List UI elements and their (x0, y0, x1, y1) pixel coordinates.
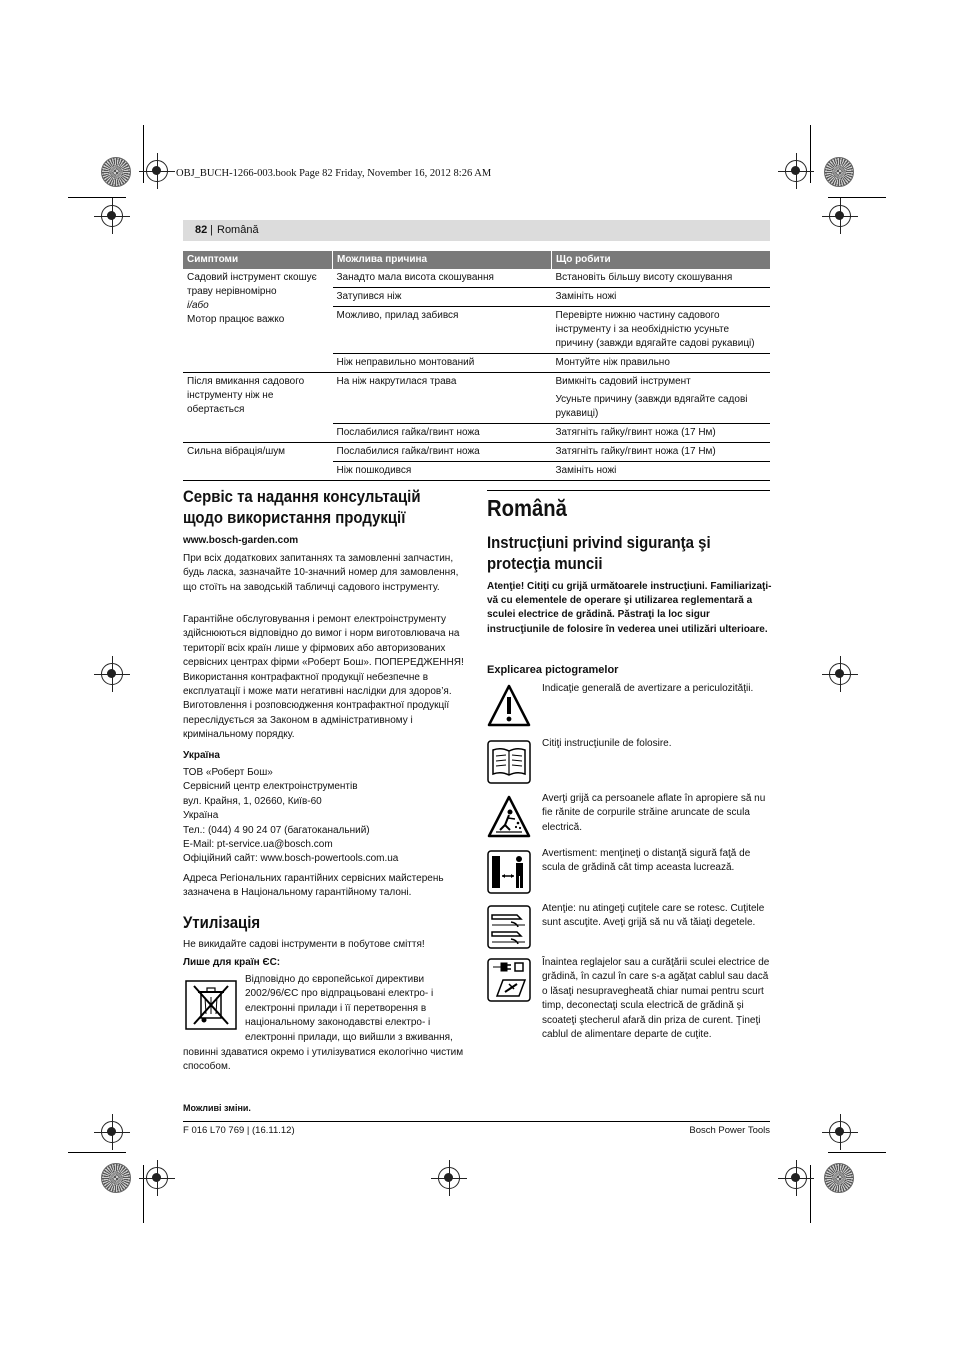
registration-mark-icon (829, 205, 851, 227)
symptom-cell: Після вмикання садового інструменту ніж не обертається (183, 373, 333, 443)
action-cell: Встановіть більшу висоту скошування (552, 269, 771, 288)
pictograms-heading: Explicarea pictogramelor (487, 664, 619, 676)
registration-mark-icon (829, 663, 851, 685)
color-target-icon (824, 157, 854, 187)
header-language: Română (217, 224, 259, 236)
action-cell: Монтуйте ніж правильно (552, 354, 771, 373)
symptom-text: Мотор працює важко (187, 314, 285, 325)
column-header: Можлива причина (333, 251, 552, 269)
registration-mark-icon (101, 205, 123, 227)
changes-note: Можливі зміни. (183, 1103, 251, 1113)
cause-cell: Ніж пошкодився (333, 462, 552, 481)
address-line: вул. Крайня, 1, 02660, Київ-60 (183, 795, 322, 807)
footer-brand: Bosch Power Tools (689, 1125, 770, 1136)
table-header-row (183, 251, 770, 269)
footer-rule (183, 1121, 770, 1122)
warranty-paragraph: Гарантійне обслуговування і ремонт електроінструменту здійснюються відповідно до вимог і норм виготовлювача на території всіх країн лише у фірмових або авторизованих сервісних центрах фірми «Роберт Бош». ПОПЕРЕДЖЕННЯ! Використання контрафактної продукції небезпечне в експлуатації і може мати негативні наслідки для здоров’я. Виготовлення і розповсюдження контрафактної продукції переслідується за Законом в адміністративному і кримінальному порядку. (183, 614, 464, 741)
action-cell: Перевірте нижню частину садового інструменту і за необхідністю усуньте причину (завжди вдягайте садові рукавиці) (552, 307, 771, 354)
eu-text-line: Відповідно до європейської директиви (245, 974, 425, 985)
crop-mark (810, 1165, 811, 1223)
website-link[interactable]: www.bosch-garden.com (183, 535, 299, 546)
website-line[interactable]: Офіційний сайт: www.bosch-powertools.com.ua (183, 853, 399, 865)
crossed-bin-icon (185, 980, 237, 1030)
eu-label: Лише для країн ЄС: (183, 957, 281, 968)
action-text: Усуньте причину (завжди вдягайте садові рукавиці) (555, 394, 748, 419)
pictogram-text: Averţi grijă ca persoanele aflate în apropiere să nu fie rănite de corpurile străine aruncate de scula electrică. (542, 793, 766, 833)
unplug-icon (487, 958, 531, 1002)
rotating-blades-icon (487, 905, 531, 949)
pictogram-text: Atenţie: nu atingeţi cuţitele care se rotesc. Cuţitele sunt ascuţite. Aveţi grijă să nu vă tăiaţi degetele. (542, 903, 765, 929)
pictogram-text: Indicaţie generală de avertizare a periculozităţii. (542, 683, 754, 694)
disposal-paragraph: Не викидайте садові інструменти в побутове сміття! (183, 939, 425, 950)
crop-mark (828, 1152, 886, 1153)
table-row (183, 269, 770, 288)
eu-text-line: національному законодавстві електро- і (245, 1017, 431, 1029)
cause-cell: Послабилися гайка/гвинт ножа (333, 424, 552, 443)
action-text: Вимкніть садовий інструмент (555, 376, 691, 387)
symptom-cell (183, 269, 333, 373)
registration-mark-icon (101, 663, 123, 685)
page-number: 82 (195, 224, 208, 236)
read-manual-icon (487, 740, 531, 784)
symptom-text: Садовий інструмент скошує траву нерівномірно (187, 272, 317, 297)
cause-cell: Затупився ніж (333, 288, 552, 307)
service-heading: Сервіс та надання консультацій щодо використання продукції (183, 487, 421, 527)
registration-mark-icon (101, 1121, 123, 1143)
address-line: Сервісний центр електроінструментів (183, 781, 358, 793)
color-target-icon (101, 1163, 131, 1193)
registration-mark-icon (146, 1167, 168, 1189)
crop-mark (810, 125, 811, 183)
pictogram-text: Citiţi instrucţiunile de folosire. (542, 738, 672, 749)
section-divider (487, 490, 770, 491)
eu-text-line: електронні прилади і її перетворення в (245, 1002, 427, 1014)
cause-cell: Занадто мала висота скошування (333, 269, 552, 288)
thrown-objects-icon (487, 795, 531, 839)
column-header: Симптоми (183, 251, 333, 269)
cause-cell: Можливо, прилад забився (333, 307, 552, 354)
attention-paragraph: Atenţie! Citiţi cu grijă următoarele instrucţiuni. Familiarizaţi-vă cu elementele de operare şi utilizarea reglementară a sculei electrice de grădină. Păstraţi la loc sigur instrucţiunile de folosire în vederea unei utilizări ulterioare. (487, 581, 772, 635)
address-block (183, 766, 465, 867)
crop-mark (143, 125, 144, 183)
color-target-icon (824, 1163, 854, 1193)
registration-mark-icon (785, 160, 807, 182)
safety-heading: Instrucţiuni privind siguranţa şi protecţia muncii (487, 533, 711, 573)
header-separator: | (210, 224, 213, 236)
page-header (183, 220, 770, 241)
crop-mark (828, 197, 886, 198)
eu-directive-text (245, 973, 467, 1045)
color-target-icon (101, 157, 131, 187)
cause-cell: Послабилися гайка/гвинт ножа (333, 443, 552, 462)
eu-text-line: електронні прилади, що вийшли з вживання, (245, 1031, 453, 1043)
action-cell: Затягніть гайку/гвинт ножа (17 Нм) (552, 443, 771, 462)
pictogram-text: Avertisment: menţineţi o distanţă sigură faţă de scula de grădină cât timp aceasta lucrează. (542, 848, 751, 874)
symptom-cell: Сильна вібрація/шум (183, 443, 333, 481)
footer-code: F 016 L70 769 | (16.11.12) (183, 1125, 295, 1136)
cause-cell: Ніж неправильно монтований (333, 354, 552, 373)
action-cell: Замініть ножі (552, 288, 771, 307)
action-cell: Затягніть гайку/гвинт ножа (17 Нм) (552, 424, 771, 443)
action-cell (552, 373, 771, 424)
table-row (183, 373, 770, 424)
country-label: Україна (183, 750, 220, 761)
disposal-heading: Утилізація (183, 913, 261, 932)
eu-directive-tail: повинні здаватися окремо і утилізуватися екологічно чистим способом. (183, 1047, 464, 1073)
registration-mark-icon (438, 1167, 460, 1189)
address-line: Україна (183, 810, 219, 822)
email-line[interactable]: E-Mail: pt-service.ua@bosch.com (183, 839, 333, 851)
crop-mark (143, 1165, 144, 1223)
file-header: OBJ_BUCH-1266-003.book Page 82 Friday, November 16, 2012 8:26 AM (176, 168, 492, 179)
safe-distance-icon (487, 850, 531, 894)
address-line: ТОВ «Роберт Бош» (183, 767, 273, 778)
warning-triangle-icon (487, 684, 531, 728)
crop-mark (68, 197, 126, 198)
table-row (183, 443, 770, 462)
cause-cell: На ніж накрутилася трава (333, 373, 552, 424)
regional-service-paragraph: Адреса Регіональних гарантійних сервісних майстерень зазначена в Національному гарантійному талоні. (183, 873, 444, 899)
service-paragraph: При всіх додаткових запитаннях та замовленні запчастин, будь ласка, зазначайте 10-значний номер для замовлення, що стоїть на заводській табличці садового інструменту. (183, 553, 459, 593)
symptom-text: і/або (187, 300, 209, 311)
troubleshooting-table (183, 251, 770, 481)
language-heading: Română (487, 495, 567, 521)
column-header: Що робити (552, 251, 771, 269)
phone-line: Тел.: (044) 4 90 24 07 (багатоканальний) (183, 824, 370, 836)
registration-mark-icon (785, 1167, 807, 1189)
registration-mark-icon (829, 1121, 851, 1143)
registration-mark-icon (146, 160, 168, 182)
eu-text-line: 2002/96/ЄС про відпрацьовані електро- і (245, 988, 434, 1000)
pictogram-text: Înaintea reglajelor sau a curăţării sculei electrice de grădină, în cazul în care s-a agăţat cablul sau dacă o lăsaţi nesupravegheată chiar numai pentru scurt timp, deconectaţi scula electrică de grădină şi scoateţi ştecherul afară din priza de curent. Ţineţi cablul de alimentare departe de cuţite. (542, 957, 770, 1041)
crop-mark (68, 1152, 126, 1153)
action-cell: Замініть ножі (552, 462, 771, 481)
